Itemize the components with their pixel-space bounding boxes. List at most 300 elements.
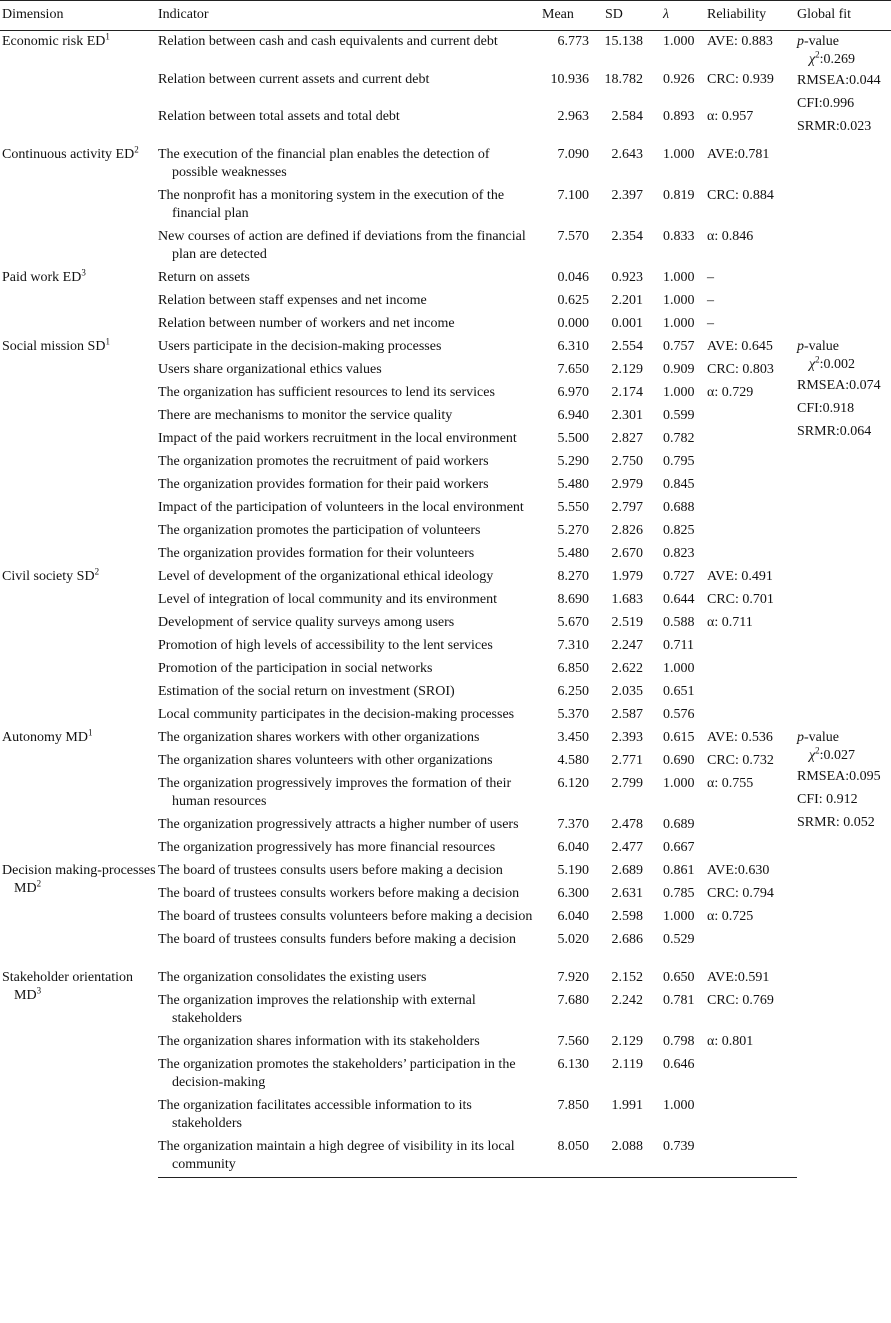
mean-value: 7.310: [557, 638, 589, 653]
dimension-name: Stakeholder orientation MD: [2, 970, 134, 1003]
indicator-cell: [158, 69, 542, 107]
fit-cfi: CFI:0.918: [797, 401, 855, 416]
indicator-text: The board of trustees consults users before making a decision: [158, 863, 503, 878]
lambda-value: 0.833: [663, 229, 695, 244]
mean-value: 5.550: [557, 500, 589, 515]
dimension-name: Continuous activity ED: [2, 147, 135, 162]
indicator-text: Level of integration of local community and its environment: [158, 592, 498, 607]
indicator-text: The organization shares information with its stakeholders: [158, 1034, 480, 1049]
reliability-value: α: 0.725: [707, 909, 754, 924]
indicator-text: The organization provides formation for their volunteers: [158, 546, 475, 561]
indicator-text: Return on assets: [158, 270, 250, 285]
lambda-value: 0.689: [663, 817, 695, 832]
sd-value: 2.670: [611, 546, 643, 561]
fit-cfi: CFI: 0.912: [797, 792, 858, 807]
lambda-value: 0.651: [663, 684, 695, 699]
sd-value: 2.393: [611, 730, 643, 745]
indicator-cell: [158, 635, 542, 658]
indicator-text: Estimation of the social return on investment (SROI): [158, 684, 455, 699]
dimension-name: Decision making-processes MD: [2, 863, 156, 896]
reliability-value: CRC: 0.884: [707, 188, 774, 203]
mean-value: 7.850: [557, 1098, 589, 1113]
indicator-text: The nonprofit has a monitoring system in the execution of the financial plan: [158, 188, 505, 221]
indicator-cell: [158, 313, 542, 336]
lambda-value: 0.588: [663, 615, 695, 630]
indicator-text: The execution of the financial plan enables the detection of possible weaknesses: [158, 147, 490, 180]
reliability-value: AVE:0.781: [707, 147, 770, 162]
reliability-value: AVE: 0.645: [707, 339, 773, 354]
indicator-cell: [158, 814, 542, 837]
reliability-value: α: 0.801: [707, 1034, 754, 1049]
fit-pvalue: [797, 338, 891, 356]
indicator-cell: [158, 681, 542, 704]
table-row: [0, 144, 891, 185]
indicator-cell: [158, 451, 542, 474]
sd-value: 18.782: [604, 71, 643, 87]
reliability-value: [707, 837, 797, 860]
indicator-text: There are mechanisms to monitor the service quality: [158, 408, 453, 423]
sd-value: 2.554: [611, 339, 643, 354]
mean-value: 10.936: [550, 71, 589, 87]
global-fit-cell: [797, 860, 891, 952]
fit-p-symbol: p: [797, 730, 804, 745]
lambda-value: 0.667: [663, 840, 695, 855]
global-fit-cell: [797, 336, 891, 566]
sd-value: 2.242: [611, 993, 643, 1008]
reliability-value: [707, 543, 797, 566]
sd-value: 2.750: [611, 454, 643, 469]
sd-value: 2.035: [611, 684, 643, 699]
reliability-value: AVE:0.591: [707, 970, 770, 985]
reliability-value: [707, 681, 797, 704]
dimension-label: [2, 338, 158, 356]
dimension-superscript: 1: [87, 727, 93, 738]
indicator-text: Impact of the participation of volunteers in the local environment: [158, 500, 524, 515]
fit-pvalue: [797, 33, 891, 51]
lambda-value: 1.000: [663, 34, 695, 49]
fit-p-symbol: p: [797, 339, 804, 354]
lambda-value: 0.690: [663, 753, 695, 768]
dimension-name: Economic risk ED: [2, 34, 106, 49]
sd-value: 0.001: [611, 316, 643, 331]
reliability-value: AVE: 0.883: [707, 34, 773, 49]
reliability-value: [707, 428, 797, 451]
fit-chi-square: [797, 356, 891, 377]
fit-srmr: SRMR:0.064: [797, 424, 872, 439]
group-spacer: [0, 952, 891, 967]
lambda-value: 0.615: [663, 730, 695, 745]
table-row: [0, 566, 891, 589]
reliability-value: [707, 1054, 797, 1095]
mean-value: 8.270: [557, 569, 589, 584]
fit-chi-symbol: χ: [809, 52, 816, 67]
mean-value: 3.450: [557, 730, 589, 745]
table-body: [0, 31, 891, 1178]
dimension-cell: [0, 967, 158, 1178]
reliability-value: [707, 704, 797, 727]
fit-chi-value: :0.269: [819, 52, 856, 67]
sd-value: 2.826: [611, 523, 643, 538]
indicator-cell: [158, 405, 542, 428]
dimension-label: [2, 146, 158, 164]
sd-value: 2.519: [611, 615, 643, 630]
lambda-value: 1.000: [663, 909, 695, 924]
global-fit-cell: [797, 31, 891, 145]
indicator-text: Promotion of the participation in social networks: [158, 661, 433, 676]
lambda-value: 0.819: [663, 188, 695, 203]
indicator-cell: [158, 837, 542, 860]
lambda-value: 0.727: [663, 569, 695, 584]
indicator-cell: [158, 566, 542, 589]
lambda-value: 0.529: [663, 932, 695, 947]
indicator-text: The organization progressively has more financial resources: [158, 840, 496, 855]
indicator-text: Development of service quality surveys among users: [158, 615, 455, 630]
mean-value: 6.773: [557, 34, 589, 49]
mean-value: 5.370: [557, 707, 589, 722]
dimension-superscript: 1: [105, 31, 110, 42]
indicator-text: New courses of action are defined if deviations from the financial plan are detected: [158, 229, 526, 262]
sd-value: 2.129: [611, 1034, 643, 1049]
indicator-cell: [158, 773, 542, 814]
indicator-text: The board of trustees consults volunteers before making a decision: [158, 909, 533, 924]
dimension-label: [2, 33, 158, 51]
fit-chi-symbol: χ: [809, 357, 816, 372]
indicator-text: Relation between current assets and current debt: [158, 71, 430, 87]
mean-value: 7.650: [557, 362, 589, 377]
fit-pvalue: [797, 729, 891, 747]
fit-p-label: -value: [804, 34, 839, 49]
lambda-value: 0.861: [663, 863, 695, 878]
indicator-cell: [158, 382, 542, 405]
fit-chi-superscript: 2: [815, 745, 820, 756]
reliability-value: [707, 497, 797, 520]
dimension-superscript: 3: [36, 985, 42, 996]
mean-value: 7.090: [557, 147, 589, 162]
reliability-value: α: 0.729: [707, 385, 754, 400]
indicator-cell: [158, 359, 542, 382]
fit-srmr: SRMR:0.023: [797, 119, 872, 134]
indicator-text: The organization promotes the recruitment of paid workers: [158, 454, 489, 469]
reliability-value: α: 0.711: [707, 615, 753, 630]
reliability-value: [707, 814, 797, 837]
lambda-value: 0.757: [663, 339, 695, 354]
indicator-text: Promotion of high levels of accessibility to the lent services: [158, 638, 493, 653]
mean-value: 7.920: [557, 970, 589, 985]
global-fit-cell: [797, 566, 891, 727]
dimension-label: [2, 568, 158, 586]
reliability-value: –: [707, 293, 714, 308]
indicator-text: Users participate in the decision-making processes: [158, 339, 442, 354]
sd-value: 2.622: [611, 661, 643, 676]
reliability-value: CRC: 0.939: [707, 71, 774, 87]
indicator-cell: [158, 336, 542, 359]
reliability-value: CRC: 0.732: [707, 753, 774, 768]
global-fit-cell: [797, 967, 891, 1178]
sd-value: 1.683: [611, 592, 643, 607]
indicator-text: The organization has sufficient resources to lend its services: [158, 385, 495, 400]
sd-value: 15.138: [604, 34, 643, 49]
sd-value: 2.631: [611, 886, 643, 901]
mean-value: 6.970: [557, 385, 589, 400]
sd-value: 2.354: [611, 229, 643, 244]
indicator-text: The organization promotes the participation of volunteers: [158, 523, 481, 538]
indicator-text: The organization shares workers with other organizations: [158, 730, 480, 745]
indicator-text: The board of trustees consults workers before making a decision: [158, 886, 520, 901]
indicator-text: Relation between total assets and total debt: [158, 109, 400, 125]
spacer-cell: [0, 952, 891, 967]
global-fit-cell: [797, 144, 891, 267]
dimension-label: [2, 969, 158, 1005]
reliability-value: α: 0.957: [707, 109, 754, 125]
lambda-value: 0.650: [663, 970, 695, 985]
reliability-value: CRC: 0.701: [707, 592, 774, 607]
indicator-cell: [158, 474, 542, 497]
sd-value: 2.771: [611, 753, 643, 768]
reliability-value: [707, 635, 797, 658]
indicator-cell: [158, 1136, 542, 1178]
mean-value: 5.190: [557, 863, 589, 878]
sd-value: 2.152: [611, 970, 643, 985]
reliability-value: [707, 405, 797, 428]
indicator-cell: [158, 144, 542, 185]
mean-value: 6.130: [557, 1057, 589, 1072]
lambda-value: 0.795: [663, 454, 695, 469]
lambda-value: 1.000: [663, 776, 695, 791]
fit-chi-superscript: 2: [815, 49, 820, 60]
mean-value: 0.046: [557, 270, 589, 285]
indicator-text: Users share organizational ethics values: [158, 362, 382, 377]
table-row: [0, 727, 891, 750]
indicator-cell: [158, 290, 542, 313]
sd-value: 2.119: [612, 1057, 643, 1072]
reliability-value: AVE: 0.491: [707, 569, 773, 584]
indicator-cell: [158, 906, 542, 929]
fit-p-label: -value: [804, 339, 839, 354]
mean-value: 5.290: [557, 454, 589, 469]
indicator-cell: [158, 727, 542, 750]
reliability-value: [707, 451, 797, 474]
header-mean: Mean: [542, 7, 574, 22]
indicator-cell: [158, 520, 542, 543]
mean-value: 7.370: [557, 817, 589, 832]
indicator-cell: [158, 1095, 542, 1136]
lambda-value: 0.823: [663, 546, 695, 561]
fit-chi-value: :0.002: [819, 357, 856, 372]
indicator-text: The organization consolidates the existing users: [158, 970, 427, 985]
sd-value: 2.247: [611, 638, 643, 653]
dimension-superscript: 3: [81, 267, 86, 278]
lambda-value: 0.798: [663, 1034, 695, 1049]
indicator-cell: [158, 1054, 542, 1095]
fit-chi-square: [797, 747, 891, 768]
sd-value: 2.301: [611, 408, 643, 423]
mean-value: 6.040: [557, 909, 589, 924]
sd-value: 2.174: [611, 385, 643, 400]
table-row: [0, 267, 891, 290]
sd-value: 2.686: [611, 932, 643, 947]
reliability-value: –: [707, 270, 714, 285]
reliability-value: [707, 1095, 797, 1136]
mean-value: 5.670: [557, 615, 589, 630]
reliability-value: AVE: 0.536: [707, 730, 773, 745]
indicator-text: The organization shares volunteers with other organizations: [158, 753, 493, 768]
sd-value: 2.477: [611, 840, 643, 855]
dimension-name: Autonomy MD: [2, 730, 88, 745]
sd-value: 2.797: [611, 500, 643, 515]
dimension-cell: [0, 267, 158, 336]
sd-value: 2.397: [611, 188, 643, 203]
indicator-cell: [158, 589, 542, 612]
lambda-value: 0.926: [663, 71, 695, 87]
lambda-value: 0.576: [663, 707, 695, 722]
fit-srmr: SRMR: 0.052: [797, 815, 875, 830]
lambda-value: 0.845: [663, 477, 695, 492]
indicator-cell: [158, 497, 542, 520]
reliability-value: α: 0.755: [707, 776, 754, 791]
reliability-value: CRC: 0.794: [707, 886, 774, 901]
fit-rmsea: RMSEA:0.044: [797, 73, 881, 88]
lambda-value: 0.909: [663, 362, 695, 377]
fit-p-symbol: p: [797, 34, 804, 49]
global-fit-cell: [797, 267, 891, 336]
indicator-cell: [158, 106, 542, 144]
dimension-cell: [0, 860, 158, 952]
indicator-text: The organization progressively attracts a higher number of users: [158, 817, 519, 832]
indicator-text: The organization provides formation for their paid workers: [158, 477, 489, 492]
mean-value: 6.250: [557, 684, 589, 699]
lambda-value: 0.688: [663, 500, 695, 515]
lambda-value: 0.644: [663, 592, 695, 607]
reliability-value: [707, 474, 797, 497]
mean-value: 2.963: [557, 109, 589, 125]
indicator-cell: [158, 883, 542, 906]
indicator-text: The organization promotes the stakeholders’ participation in the decision-making: [158, 1057, 516, 1090]
reliability-value: α: 0.846: [707, 229, 754, 244]
mean-value: 8.690: [557, 592, 589, 607]
dimension-cell: [0, 336, 158, 566]
fit-chi-superscript: 2: [815, 354, 820, 365]
reliability-value: CRC: 0.803: [707, 362, 774, 377]
lambda-value: 1.000: [663, 147, 695, 162]
reliability-value: [707, 1136, 797, 1178]
indicator-cell: [158, 428, 542, 451]
dimension-cell: [0, 144, 158, 267]
header-lambda: λ: [663, 7, 670, 22]
dimension-label: [2, 862, 158, 898]
dimension-superscript: 1: [105, 336, 110, 347]
indicator-text: Relation between number of workers and net income: [158, 316, 455, 331]
header-row: [0, 1, 891, 31]
lambda-value: 1.000: [663, 1098, 695, 1113]
indicator-text: Impact of the paid workers recruitment in the local environment: [158, 431, 517, 446]
mean-value: 7.680: [557, 993, 589, 1008]
lambda-value: 1.000: [663, 661, 695, 676]
table-row: [0, 967, 891, 990]
header-reliability: Reliability: [707, 7, 767, 22]
indicator-cell: [158, 1031, 542, 1054]
sd-value: 2.088: [601, 1136, 657, 1178]
mean-value: 6.940: [557, 408, 589, 423]
reliability-value: [707, 520, 797, 543]
sd-value: 2.129: [611, 362, 643, 377]
header-global-fit: Global fit: [797, 7, 852, 22]
indicator-cell: [158, 31, 542, 69]
mean-value: 7.570: [557, 229, 589, 244]
indicator-text: The organization maintain a high degree of visibility in its local community: [158, 1139, 515, 1172]
mean-value: 8.050: [542, 1136, 601, 1178]
mean-value: 5.020: [557, 932, 589, 947]
sd-value: 2.643: [611, 147, 643, 162]
indicator-text: The organization facilitates accessible information to its stakeholders: [158, 1098, 472, 1131]
mean-value: 6.120: [557, 776, 589, 791]
fit-rmsea: RMSEA:0.074: [797, 378, 881, 393]
sd-value: 2.598: [611, 909, 643, 924]
mean-value: 4.580: [557, 753, 589, 768]
fit-chi-square: [797, 51, 891, 72]
sd-value: 0.923: [611, 270, 643, 285]
sd-value: 2.689: [611, 863, 643, 878]
sd-value: 2.584: [611, 109, 643, 125]
indicator-cell: [158, 860, 542, 883]
lambda-value: 0.785: [663, 886, 695, 901]
indicator-text: The organization improves the relationship with external stakeholders: [158, 993, 476, 1026]
dimension-name: Civil society SD: [2, 569, 95, 584]
reliability-value: [707, 929, 797, 952]
sd-value: 2.201: [611, 293, 643, 308]
sd-value: 2.827: [611, 431, 643, 446]
lambda-value: 0.739: [657, 1136, 707, 1178]
lambda-value: 1.000: [663, 293, 695, 308]
table-row: [0, 336, 891, 359]
mean-value: 0.625: [557, 293, 589, 308]
sd-value: 1.979: [611, 569, 643, 584]
mean-value: 7.100: [557, 188, 589, 203]
fit-cfi: CFI:0.996: [797, 96, 855, 111]
fit-chi-symbol: χ: [809, 748, 816, 763]
mean-value: 0.000: [557, 316, 589, 331]
dimension-name: Paid work ED: [2, 270, 82, 285]
lambda-value: 1.000: [663, 270, 695, 285]
indicator-cell: [158, 750, 542, 773]
indicator-cell: [158, 543, 542, 566]
indicator-cell: [158, 658, 542, 681]
mean-value: 7.560: [557, 1034, 589, 1049]
table-row: [0, 31, 891, 69]
reliability-value: –: [707, 316, 714, 331]
dimension-label: [2, 269, 158, 287]
lambda-value: 1.000: [663, 316, 695, 331]
table-row: [0, 860, 891, 883]
dimension-name: Social mission SD: [2, 339, 106, 354]
dimension-cell: [0, 566, 158, 727]
indicator-cell: [158, 929, 542, 952]
indicator-cell: [158, 185, 542, 226]
dimension-cell: [0, 727, 158, 860]
dimension-superscript: 2: [94, 566, 100, 577]
reliability-value: CRC: 0.769: [707, 993, 774, 1008]
mean-value: 6.850: [557, 661, 589, 676]
fit-p-label: -value: [804, 730, 839, 745]
indicator-cell: [158, 612, 542, 635]
global-fit-cell: [797, 727, 891, 860]
indicator-cell: [158, 267, 542, 290]
indicator-text: Level of development of the organizational ethical ideology: [158, 569, 494, 584]
header-indicator: Indicator: [158, 7, 209, 22]
mean-value: 6.310: [557, 339, 589, 354]
lambda-value: 0.782: [663, 431, 695, 446]
lambda-value: 0.599: [663, 408, 695, 423]
lambda-value: 0.825: [663, 523, 695, 538]
